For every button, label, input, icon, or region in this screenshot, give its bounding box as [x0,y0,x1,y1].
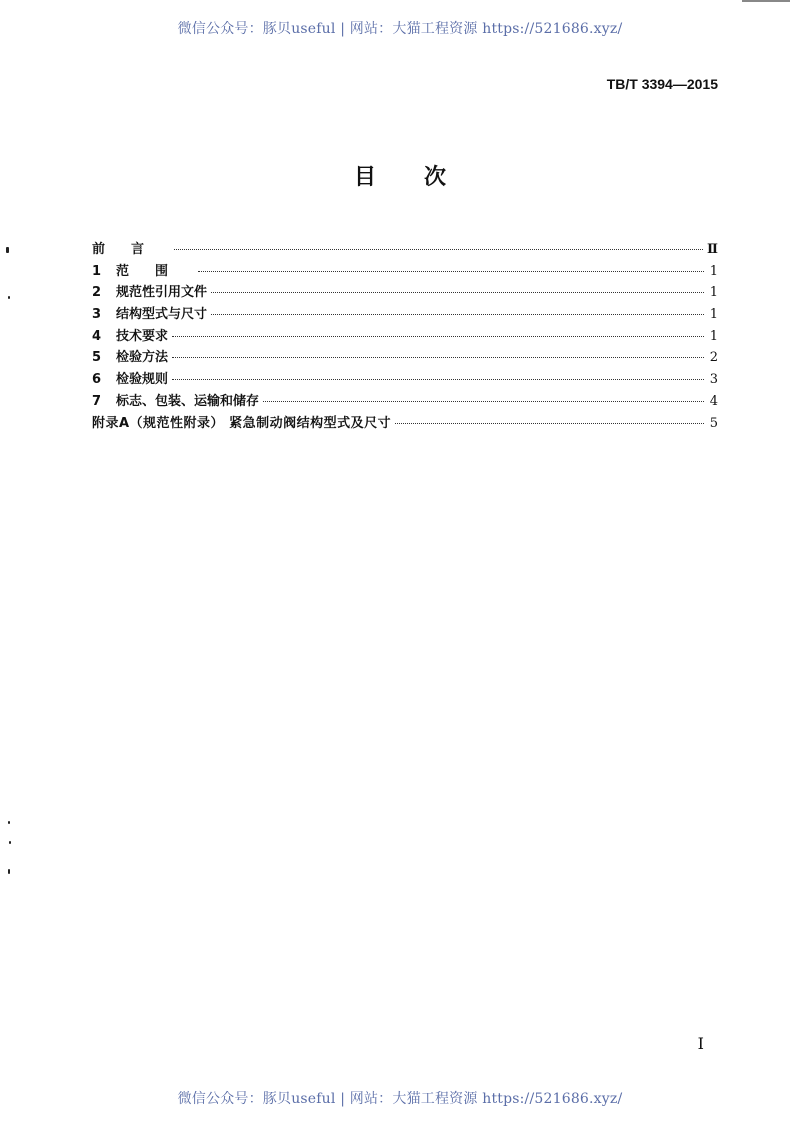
toc-entry-appendix-a[interactable] [92,412,718,434]
toc-entry-label: 前言 [92,242,171,257]
toc-entry-label: 检验方法 [116,350,169,366]
toc-entry-structure[interactable] [92,303,718,325]
toc-entry-normative-references[interactable] [92,281,718,303]
toc-dot-leader [172,379,704,380]
toc-dot-leader [172,357,704,358]
toc-dot-leader [211,292,704,293]
standard-number: TB/T 3394—2015 [606,76,718,92]
toc-entry-label: 附录A（规范性附录） 紧急制动阀结构型式及尺寸 [92,415,392,431]
toc-entry-number: 2 [92,285,102,301]
toc-dot-leader [263,401,704,402]
toc-entry-number: 6 [92,372,102,388]
toc-entry-number: 3 [92,307,102,323]
toc-dot-leader [395,423,704,424]
toc-entry-page: 1 [709,307,718,323]
toc-entry-technical-requirements[interactable] [92,325,718,347]
scan-speck [8,821,10,824]
toc-entry-foreword[interactable] [92,238,718,260]
toc-dot-leader [198,271,704,272]
page-number: I [697,1034,704,1053]
scan-speck [8,869,10,874]
toc-title: 目次 [353,165,494,190]
toc-entry-number: 7 [92,393,102,409]
toc-entry-page: 2 [709,350,718,366]
scan-speck [9,841,11,844]
toc-entry-page: 4 [709,393,718,409]
scan-speck [6,247,9,253]
toc-entry-label: 范围 [116,263,195,279]
toc-entry-label: 检验规则 [116,372,169,388]
toc-entry-page: 1 [709,328,718,344]
toc-entry-scope[interactable] [92,260,718,282]
toc-entry-number: 5 [92,350,102,366]
table-of-contents [92,238,718,433]
toc-dot-leader [211,314,704,315]
scan-edge-mark [742,0,790,2]
toc-entry-page: 1 [709,263,718,279]
toc-entry-number: 1 [92,263,102,279]
toc-entry-label: 规范性引用文件 [116,285,208,301]
toc-entry-page: 5 [709,415,718,431]
toc-entry-label: 结构型式与尺寸 [116,307,208,323]
toc-dot-leader [174,249,703,250]
toc-entry-page: Ⅱ [707,242,718,257]
toc-entry-inspection-rules[interactable] [92,368,718,390]
watermark-bottom: 微信公众号：豚贝useful | 网站：大猫工程资源 https://521686.xyz/ [177,1091,623,1107]
toc-entry-page: 1 [709,285,718,301]
toc-entry-page: 3 [709,372,718,388]
scan-speck [8,296,10,299]
toc-dot-leader [172,336,704,337]
toc-entry-marking-packaging[interactable] [92,390,718,412]
toc-entry-test-methods[interactable] [92,346,718,368]
toc-entry-label: 技术要求 [116,328,169,344]
toc-entry-label: 标志、包装、运输和储存 [116,393,260,409]
toc-entry-number: 4 [92,328,102,344]
watermark-top: 微信公众号：豚贝useful | 网站：大猫工程资源 https://521686.xyz/ [177,21,623,37]
